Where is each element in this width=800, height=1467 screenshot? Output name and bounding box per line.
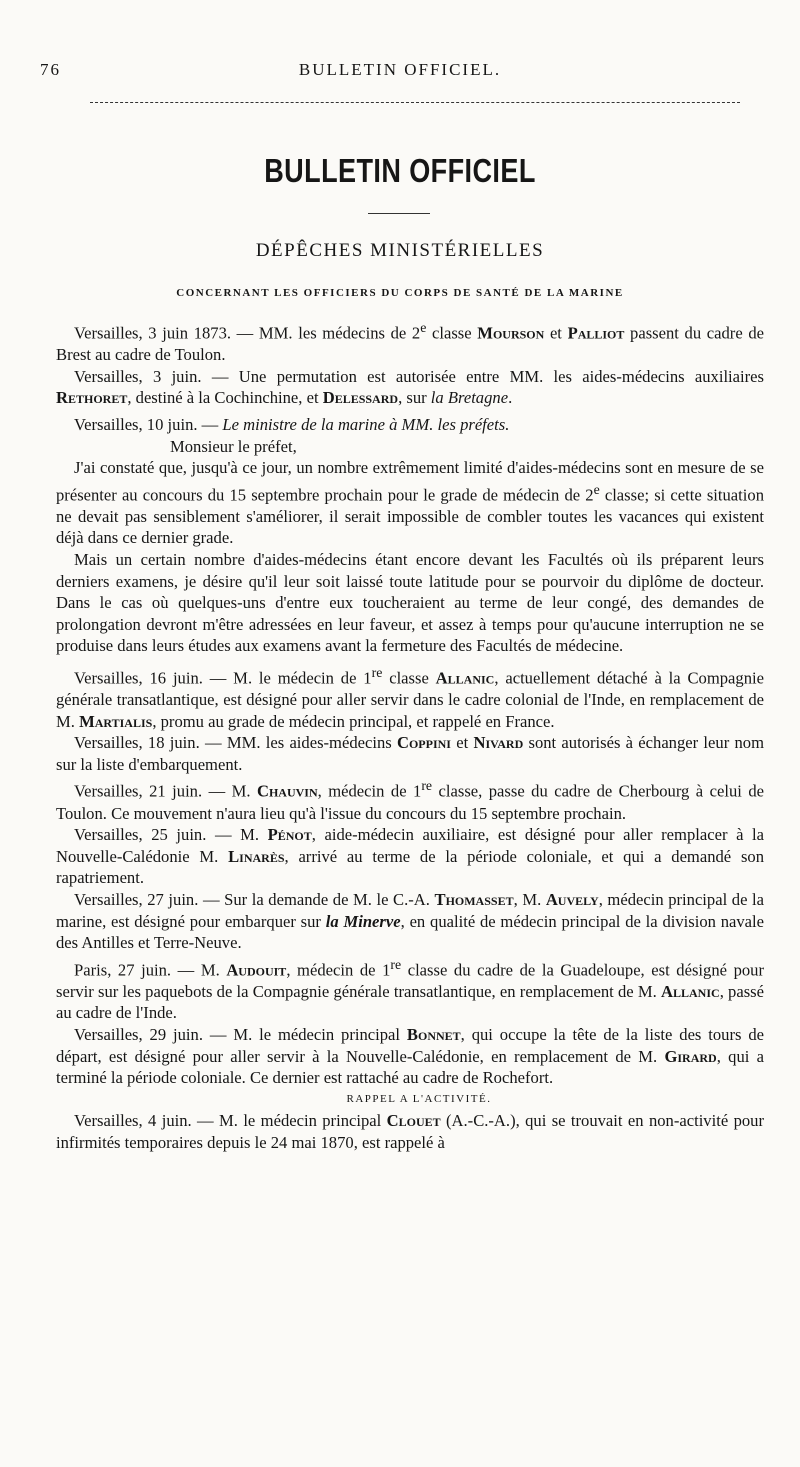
entry-3: Versailles, 10 juin. — Le ministre de la marine à MM. les préfets. bbox=[74, 414, 510, 434]
person-name: Girard bbox=[664, 1046, 717, 1066]
entry-9: Paris, 27 juin. — M. Audouit, médecin de 1re classe du cadre de la Guadeloupe, est désigné pour servir sur les paquebots de la Compagnie générale transatlantique, en remplacement de M. Allanic, passé au cadre de l'Inde. bbox=[56, 956, 764, 1023]
salutation: Monsieur le préfet, bbox=[170, 436, 297, 456]
entry-2: Versailles, 3 juin. — Une permutation est autorisée entre MM. les aides-médecins auxiliaires Rethoret, destiné à la Cochinchine, et Delessard, sur la Bretagne. bbox=[56, 366, 764, 408]
person-name: Delessard bbox=[322, 388, 399, 408]
person-name: Chauvin bbox=[256, 782, 318, 801]
person-name: Mourson bbox=[477, 323, 545, 343]
entry-8: Versailles, 27 juin. — Sur la demande de M. le C.-A. Thomasset, M. Auvely, médecin principal de la marine, est désigné pour embarquer sur la Minerve, en qualité de médecin principal de la division navale des Antilles et Terre-Neuve. bbox=[56, 889, 765, 953]
person-name: Linarès bbox=[228, 846, 285, 866]
main-title: BULLETIN OFFICIEL bbox=[264, 152, 536, 189]
section-title: DÉPÊCHES MINISTÉRIELLES bbox=[255, 240, 545, 261]
entry-11: Versailles, 4 juin. — M. le médecin principal Clouet (A.-C.-A.), qui se trouvait en non-activité pour infirmités temporaires depuis le 24 mai 1870, est rappelé à bbox=[56, 1111, 764, 1153]
person-name: Allanic bbox=[435, 668, 495, 688]
header-rule bbox=[90, 102, 740, 103]
person-name: Bonnet bbox=[406, 1025, 461, 1045]
person-name: Pénot bbox=[267, 825, 312, 845]
entry-10: Versailles, 29 juin. — M. le médecin principal Bonnet, qui occupe la tête de la liste des tours de départ, est désigné pour aller servir à la Nouvelle-Calédonie, en remplacement de M. Girard, qui a terminé la période coloniale. Ce dernier est rattaché au cadre de Rochefort. bbox=[56, 1025, 765, 1088]
person-name: Clouet bbox=[386, 1111, 441, 1131]
body-text bbox=[56, 317, 764, 1154]
person-name: Audouit bbox=[226, 960, 287, 980]
person-name: Palliot bbox=[567, 323, 625, 343]
person-name: Coppini bbox=[396, 733, 451, 753]
person-name: Martialis bbox=[79, 711, 153, 731]
letter-paragraph-2: Mais un certain nombre d'aides-médecins étant encore devant les Facultés où ils préparent leurs derniers examens, je désire qu'il leur soit laissé toute latitude pour se pourvoir du diplôme de docteur. Dans le cas où quelques-uns d'entre eux toucheraient au terme de leur congé, des demandes de prolongation devront m'être adressées en leur faveur, et assez à temps pour qu'aucune interruption ne se produise dans leurs études aux examens avant la fermeture des Facultés de médecine. bbox=[56, 550, 764, 656]
letter-paragraph-1: J'ai constaté que, jusqu'à ce jour, un nombre extrêmement limité d'aides-médecins sont en mesure de se présenter au concours du 15 septembre prochain pour le grade de médecin de 2e classe; si cette situation ne devait pas sensiblement s'améliorer, il serait impossible de combler toutes les vacances qui existent déjà dans ce dernier grade. bbox=[56, 458, 764, 548]
section-subtitle: CONCERNANT LES OFFICIERS DU CORPS DE SANTÉ DE LA MARINE bbox=[176, 287, 624, 299]
running-title: BULLETIN OFFICIEL. bbox=[298, 60, 502, 79]
ship-name: la Bretagne bbox=[430, 388, 509, 408]
person-name: Rethoret bbox=[56, 388, 128, 408]
entry-5: Versailles, 18 juin. — MM. les aides-médecins Coppini et Nivard sont autorisés à échanger leur nom sur la liste d'embarquement. bbox=[56, 733, 764, 774]
ship-name: la Minerve bbox=[325, 911, 401, 931]
person-name: Nivard bbox=[473, 733, 524, 753]
subheading-rappel: RAPPEL A L'ACTIVITÉ. bbox=[346, 1092, 492, 1105]
person-name: Auvely bbox=[545, 889, 599, 909]
addressee: Le ministre de la marine à MM. les préfets. bbox=[222, 414, 510, 434]
page-number: 76 bbox=[40, 60, 61, 79]
person-name: Thomasset bbox=[434, 889, 514, 909]
entry-1: Versailles, 3 juin 1873. — MM. les médecins de 2e classe Mourson et Palliot passent du cadre de Brest au cadre de Toulon. bbox=[56, 320, 764, 365]
title-rule bbox=[368, 213, 430, 214]
entry-7: Versailles, 25 juin. — M. Pénot, aide-médecin auxiliaire, est désigné pour aller remplacer à la Nouvelle-Calédonie M. Linarès, arrivé au terme de la période coloniale, et qui a demandé son rapatriement. bbox=[56, 825, 764, 888]
entry-4: Versailles, 16 juin. — M. le médecin de 1re classe Allanic, actuellement détaché à la Compagnie générale transatlantique, est désigné pour aller servir dans le cadre colonial de l'Inde, en remplacement de M. Martialis, promu au grade de médecin principal, et rappelé en France. bbox=[56, 664, 764, 731]
person-name: Allanic bbox=[661, 981, 720, 1001]
entry-6: Versailles, 21 juin. — M. Chauvin, médecin de 1re classe, passe du cadre de Cherbourg à celui de Toulon. Ce mouvement n'aura lieu qu'à l'issue du concours du 15 septembre prochain. bbox=[56, 778, 764, 823]
